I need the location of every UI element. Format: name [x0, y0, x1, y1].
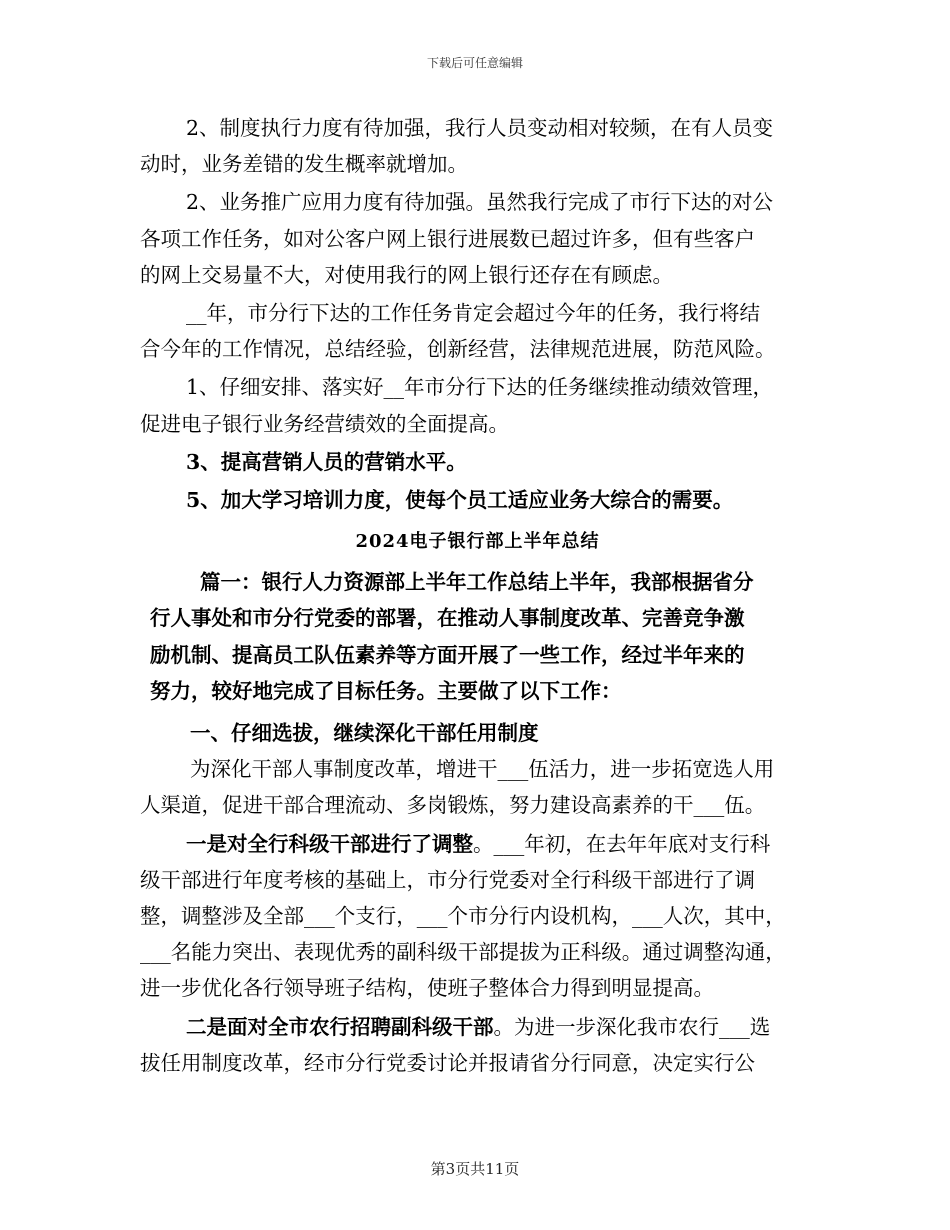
bold-lead: 二是面对全市农行招聘副科级干部: [186, 1014, 494, 1039]
paragraph-line: 1、仔细安排、落实好__年市分行下达的任务继续推动绩效管理，: [186, 375, 774, 400]
paragraph-line: ___名能力突出、表现优秀的副科级干部提拔为正科级。通过调整沟通，: [140, 940, 786, 965]
paragraph-line: 拔任用制度改革，经市分行党委讨论并报请省分行同意，决定实行公: [140, 1050, 755, 1075]
paragraph-line: [140, 826, 815, 862]
paragraph-line: 2、业务推广应用力度有待加强。虽然我行完成了市行下达的对公: [186, 190, 774, 215]
bold-paragraph-line: 努力，较好地完成了目标任务。主要做了以下工作：: [150, 678, 622, 703]
paragraph-text: 。___年初，在去年年底对支行科: [473, 831, 771, 856]
document-body: [140, 110, 815, 1081]
page-footer: 第3页共11页: [430, 1160, 520, 1178]
paragraph-line: 人渠道，促进干部合理流动、多岗锻炼，努力建设高素养的干___伍。: [140, 793, 766, 818]
paragraph-line: 进一步优化各行领导班子结构，使班子整体合力得到明显提高。: [140, 976, 714, 1001]
paragraph-line: 2、制度执行力度有待加强，我行人员变动相对较频，在有人员变: [186, 116, 774, 140]
paragraph-line: 整，调整涉及全部___个支行，___个市分行内设机构，___人次，其中，: [140, 903, 786, 928]
paragraph-line: [140, 1009, 815, 1045]
bold-item: 5、加大学习培训力度，使每个员工适应业务大综合的需要。: [186, 487, 734, 512]
section-title: 2024电子银行部上半年总结: [355, 531, 600, 553]
paragraph-text: 。为进一步深化我市农行___选: [493, 1014, 771, 1039]
paragraph-line: 为深化干部人事制度改革，增进干___伍活力，进一步拓宽选人用: [190, 757, 775, 782]
paragraph-line: 的网上交易量不大，对使用我行的网上银行还存在有顾虑。: [140, 262, 673, 287]
paragraph-line: 合今年的工作情况，总结经验，创新经营，法律规范进展，防范风险。: [140, 337, 776, 362]
page-header: 下载后可任意编辑: [426, 56, 523, 70]
bold-paragraph-line: 励机制、提高员工队伍素养等方面开展了一些工作，经过半年来的: [150, 642, 745, 667]
bold-item: 3、提高营销人员的营销水平。: [186, 449, 467, 474]
bold-paragraph-line: 行人事处和市分行党委的部署，在推动人事制度改革、完善竞争激: [150, 606, 745, 631]
bold-lead: 一是对全行科级干部进行了调整: [186, 831, 473, 856]
section-heading: 一、仔细选拔，继续深化干部任用制度: [190, 721, 539, 745]
paragraph-line: 促进电子银行业务经营绩效的全面提高。: [140, 411, 509, 436]
paragraph-line: __年，市分行下达的工作任务肯定会超过今年的任务，我行将结: [186, 300, 760, 325]
paragraph-line: 级干部进行年度考核的基础上，市分行党委对全行科级干部进行了调: [140, 867, 755, 892]
paragraph-line: 动时，业务差错的发生概率就增加。: [140, 152, 468, 177]
bold-paragraph-line: 篇一：银行人力资源部上半年工作总结上半年，我部根据省分: [200, 570, 754, 595]
paragraph-line: 各项工作任务，如对公客户网上银行进展数已超过许多，但有些客户: [140, 226, 755, 251]
